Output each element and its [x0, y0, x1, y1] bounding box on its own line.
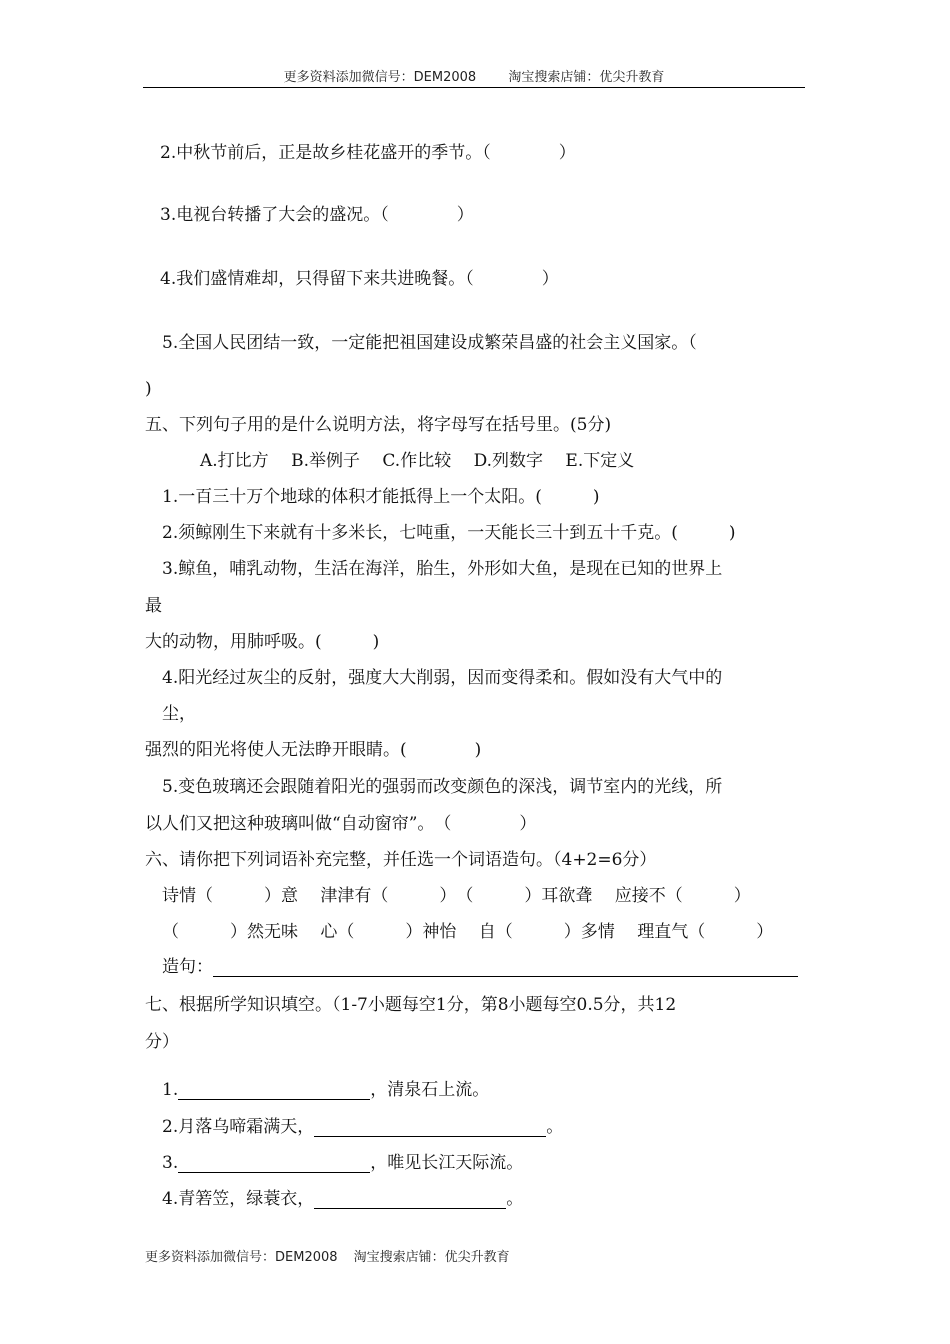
s7-q2-prefix: 2.月落乌啼霜满天， [162, 1117, 315, 1137]
s6-row1: 诗情（ ）意 津津有（ ） （ ）耳欲聋 应接不（ ） [162, 886, 751, 906]
section7-title-line2: 分） [145, 1032, 179, 1052]
s7-q4-blank[interactable] [314, 1190, 506, 1209]
s4-item-2: 2.中秋节前后，正是故乡桂花盛开的季节。（ ） [160, 143, 576, 163]
section5-title: 五、下列句子用的是什么说明方法，将字母写在括号里。(5分) [145, 415, 612, 435]
s7-q1-blank[interactable] [178, 1081, 370, 1100]
s5-line: 最 [145, 596, 162, 616]
s5-line: 以人们又把这种玻璃叫做“自动窗帘”。 （ ） [145, 814, 537, 834]
s4-item-4: 4.我们盛情难却，只得留下来共进晚餐。（ ） [160, 269, 559, 289]
s7-q4-suffix: 。 [506, 1189, 524, 1209]
s7-q1-prefix: 1. [162, 1080, 179, 1100]
section5-options: A.打比方 B.举例子 C.作比较 D.列数字 E.下定义 [200, 451, 635, 471]
s7-q3-prefix: 3. [162, 1153, 179, 1173]
s7-q4 [162, 1189, 523, 1209]
s4-item-3: 3.电视台转播了大会的盛况。（ ） [160, 205, 474, 225]
s7-q3-suffix: ，唯见长江天际流。 [370, 1153, 524, 1173]
s6-sentence [162, 957, 798, 977]
s7-q3-blank[interactable] [178, 1154, 370, 1173]
sentence-answer-blank[interactable] [213, 958, 798, 977]
s7-q2-suffix: 。 [546, 1117, 564, 1137]
s5-line: 强烈的阳光将使人无法睁开眼睛。( ) [145, 740, 482, 760]
s4-item-5-close: ) [145, 379, 152, 399]
s6-row2: （ ）然无味 心（ ）神怡 自（ ）多情 理直气（ ） [162, 922, 774, 942]
s5-line: 5.变色玻璃还会跟随着阳光的强弱而改变颜色的深浅，调节室内的光线，所 [162, 777, 723, 797]
page-header [143, 66, 805, 85]
s7-q3 [162, 1153, 523, 1173]
s6-sentence-label: 造句： [162, 957, 213, 977]
s7-q4-prefix: 4.青箬笠，绿蓑衣， [162, 1189, 315, 1209]
s4-item-5: 5.全国人民团结一致，一定能把祖国建设成繁荣昌盛的社会主义国家。（ [162, 333, 697, 353]
s5-line: 1.一百三十万个地球的体积才能抵得上一个太阳。( ) [162, 487, 600, 507]
section6-title: 六、请你把下列词语补充完整，并任选一个词语造句。（4+2=6分） [145, 850, 657, 870]
header-shop: 淘宝搜索店铺：优尖升教育 [508, 70, 665, 85]
s7-q1 [162, 1080, 489, 1100]
s5-line: 2.须鲸刚生下来就有十多米长，七吨重，一天能长三十到五十千克。( ) [162, 523, 736, 543]
s7-q2 [162, 1117, 563, 1137]
s5-line: 4.阳光经过灰尘的反射，强度大大削弱，因而变得柔和。假如没有大气中的 [162, 668, 723, 688]
footer-shop: 淘宝搜索店铺：优尖升教育 [353, 1250, 510, 1265]
s7-q2-blank[interactable] [314, 1118, 546, 1137]
footer-wechat: 更多资料添加微信号：DEM2008 [145, 1250, 338, 1265]
header-wechat: 更多资料添加微信号：DEM2008 [283, 70, 477, 85]
s5-line: 3.鲸鱼，哺乳动物，生活在海洋，胎生，外形如大鱼，是现在已知的世界上 [162, 559, 723, 579]
s5-line: 尘， [162, 704, 196, 724]
s5-line: 大的动物，用肺呼吸。( ) [145, 632, 380, 652]
section7-title-line1: 七、根据所学知识填空。（1-7小题每空1分，第8小题每空0.5分，共12 [145, 995, 677, 1015]
page-footer [145, 1246, 510, 1265]
header-rule [143, 87, 805, 88]
s7-q1-suffix: ，清泉石上流。 [370, 1080, 490, 1100]
